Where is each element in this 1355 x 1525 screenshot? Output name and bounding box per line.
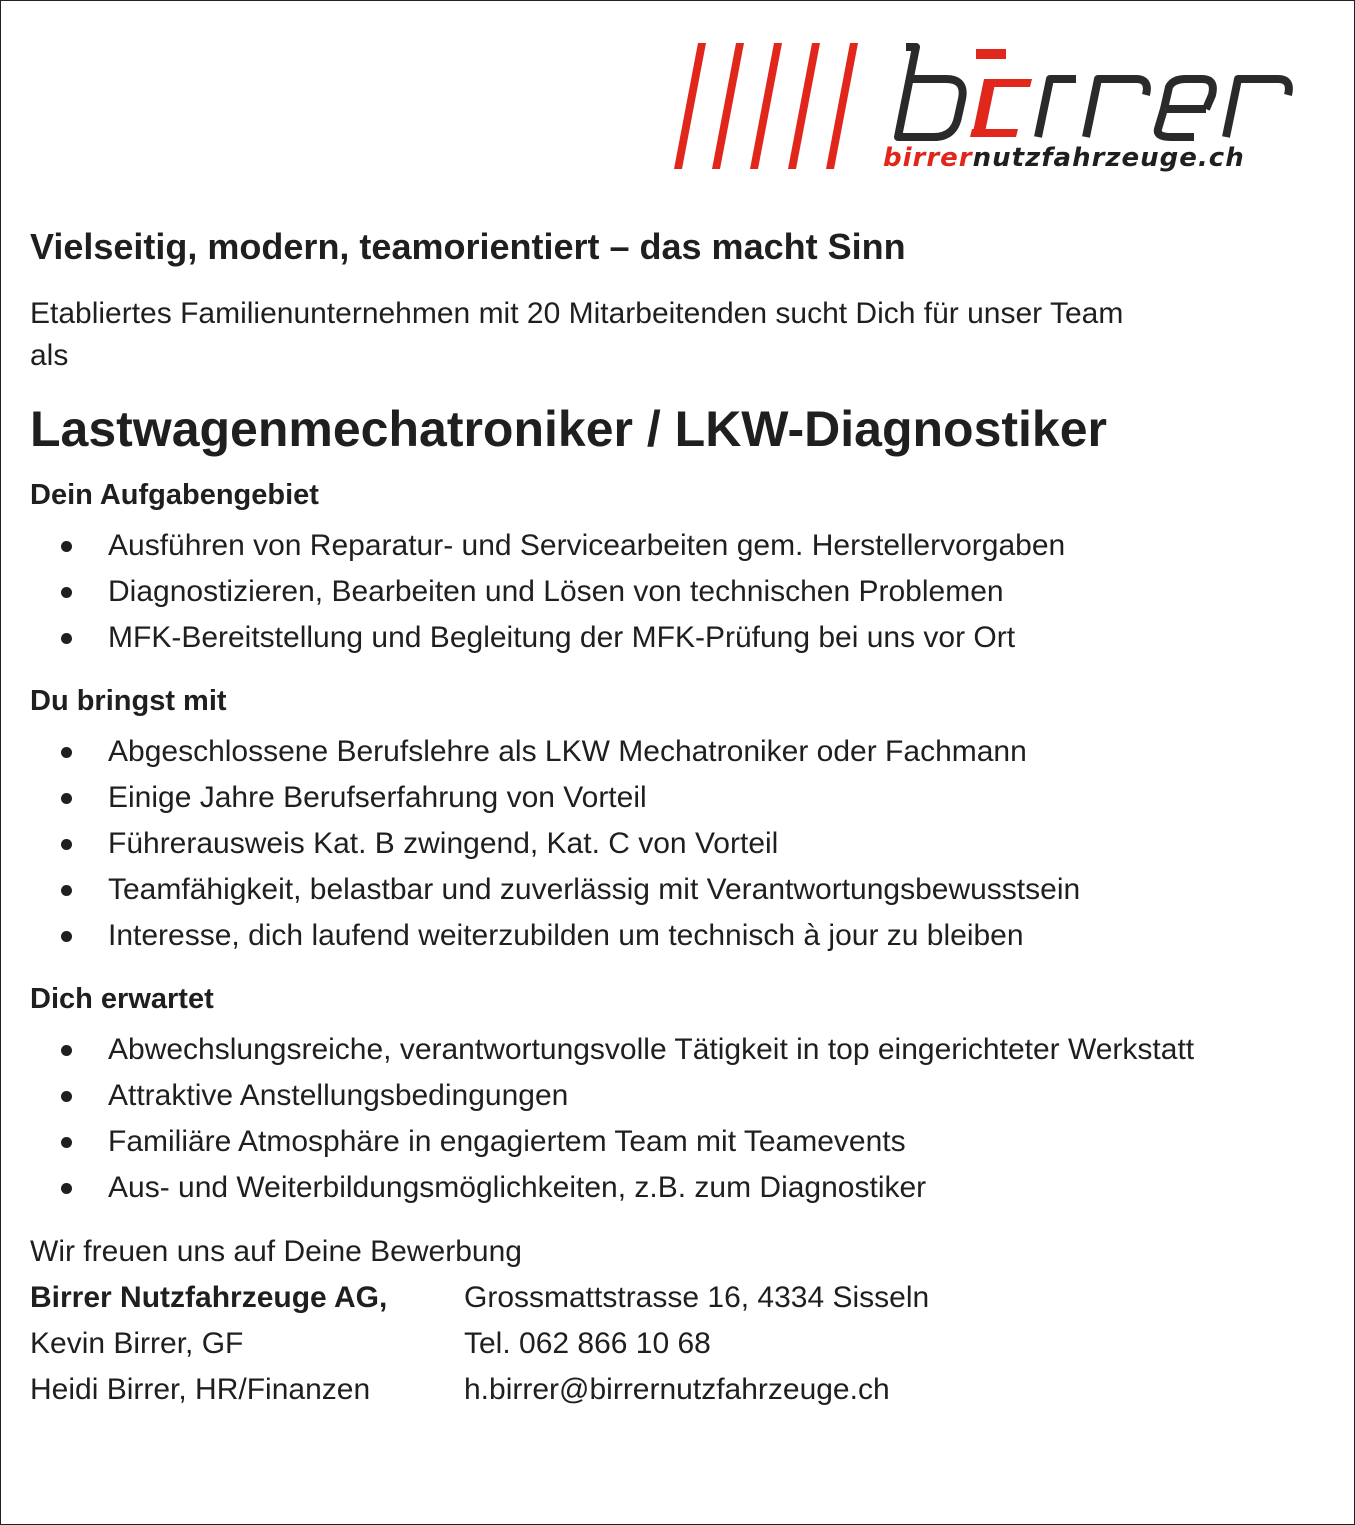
bullet-icon <box>61 839 72 850</box>
bullet-icon <box>61 1137 72 1148</box>
job-title: Lastwagenmechatroniker / LKW-Diagnostiker <box>30 401 1108 457</box>
section-requirements <box>30 681 1330 959</box>
domain-dark-part: nutzfahrzeuge.ch <box>972 143 1245 173</box>
section-tasks <box>30 475 1330 661</box>
section-title: Du bringst mit <box>30 685 227 717</box>
bullet-icon <box>61 1091 72 1102</box>
bullet-list <box>30 1027 1330 1211</box>
contact-person-hr: Heidi Birrer, HR/Finanzen <box>30 1373 371 1406</box>
list-item: MFK-Bereitstellung und Begleitung der MFK-Prüfung bei uns vor Ort <box>30 615 1238 661</box>
list-item: Interesse, dich laufend weiterzubilden um technisch à jour zu bleiben <box>30 913 1238 959</box>
list-item: Diagnostizieren, Bearbeiten und Lösen von technischen Problemen <box>30 569 1238 615</box>
domain-red-part: birrer <box>883 143 973 173</box>
bullet-icon <box>61 885 72 896</box>
list-item: Einige Jahre Berufserfahrung von Vorteil <box>30 775 1238 821</box>
bullet-icon <box>61 1045 72 1056</box>
bullet-list <box>30 523 1330 661</box>
contact-person-gf: Kevin Birrer, GF <box>30 1327 244 1360</box>
company-name: Birrer Nutzfahrzeuge AG, <box>30 1281 388 1314</box>
section-offer <box>30 979 1330 1211</box>
section-title: Dich erwartet <box>30 983 214 1015</box>
contact-block <box>30 1275 1330 1413</box>
section-title: Dein Aufgabengebiet <box>30 479 319 511</box>
list-item: Führerausweis Kat. B zwingend, Kat. C von Vorteil <box>30 821 1238 867</box>
bullet-icon <box>61 747 72 758</box>
headline: Vielseitig, modern, teamorientiert – das macht Sinn <box>30 226 906 267</box>
brand-wordmark-graphic <box>898 47 1289 137</box>
list-item: Teamfähigkeit, belastbar und zuverlässig mit Verantwortungsbewusstsein <box>30 867 1238 913</box>
website-domain <box>883 143 1245 173</box>
list-item: Abwechslungsreiche, verantwortungsvolle Tätigkeit in top eingerichteter Werkstatt <box>30 1027 1238 1073</box>
bullet-icon <box>61 793 72 804</box>
company-address: Grossmattstrasse 16, 4334 Sisseln <box>464 1281 930 1314</box>
intro-text: Etabliertes Familienunternehmen mit 20 Mitarbeitenden sucht Dich für unser Team als <box>30 297 1124 372</box>
brand-i-graphic <box>970 49 1032 137</box>
list-item: Attraktive Anstellungsbedingungen <box>30 1073 1238 1119</box>
phone-number: Tel. 062 866 10 68 <box>464 1327 711 1360</box>
list-item: Familiäre Atmosphäre in engagiertem Team mit Teamevents <box>30 1119 1238 1165</box>
speed-stripes-graphic <box>674 43 858 169</box>
bullet-icon <box>61 541 72 552</box>
bullet-icon <box>61 587 72 598</box>
list-item: Aus- und Weiterbildungsmöglichkeiten, z.B. zum Diagnostiker <box>30 1165 1238 1211</box>
ad-content <box>30 223 1330 1413</box>
bullet-list <box>30 729 1330 959</box>
list-item: Abgeschlossene Berufslehre als LKW Mechatroniker oder Fachmann <box>30 729 1238 775</box>
bullet-icon <box>61 633 72 644</box>
list-item: Ausführen von Reparatur- und Servicearbeiten gem. Herstellervorgaben <box>30 523 1238 569</box>
bullet-icon <box>61 931 72 942</box>
closing-text: Wir freuen uns auf Deine Bewerbung <box>30 1235 522 1268</box>
email-address: h.birrer@birrernutzfahrzeuge.ch <box>464 1373 890 1406</box>
bullet-icon <box>61 1183 72 1194</box>
